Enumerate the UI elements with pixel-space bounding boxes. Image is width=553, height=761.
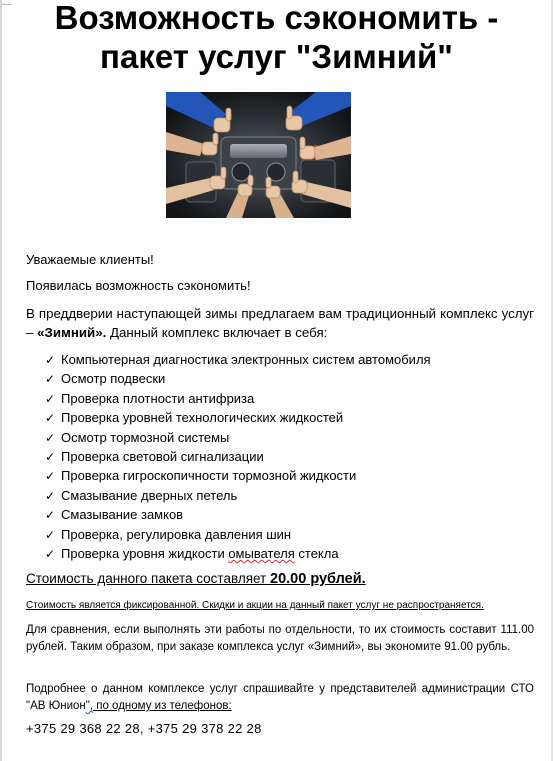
- service-label-prefix: Проверка уровня жидкости: [61, 545, 229, 561]
- page-title: [0, 0, 553, 76]
- checkmark-icon: ✓: [45, 411, 56, 426]
- title-line-1: Возможность сэкономить -: [54, 0, 499, 36]
- checkmark-icon: ✓: [45, 469, 56, 484]
- opportunity-prefix: Появилась возможность: [26, 278, 178, 293]
- engine-photo: [166, 92, 351, 218]
- contact-prefix: Подробнее о данном комплексе услуг спрашивайте у представителей администрации СТО "АВ Юнион: [26, 683, 534, 712]
- price-amount: 20.00 рублей.: [270, 571, 366, 587]
- opportunity-line: [26, 277, 534, 295]
- package-name: «Зимний».: [37, 325, 107, 340]
- service-label: Проверка плотности антифриза: [61, 390, 255, 406]
- checkmark-icon: ✓: [45, 430, 56, 445]
- service-label: Проверка, регулировка давления шин: [61, 526, 292, 542]
- contact-suffix: по одному из телефонов:: [93, 700, 232, 712]
- mechanics-thumbs-up-image: [166, 92, 351, 218]
- list-item: [45, 428, 525, 447]
- grammar-marked-text: ",: [85, 700, 94, 712]
- spellcheck-marked-word: омывателя: [228, 545, 295, 561]
- greeting: Уважаемые клиенты!: [26, 252, 154, 267]
- package-price: [26, 571, 366, 587]
- opportunity-highlight: сэкономить: [177, 278, 247, 293]
- checkmark-icon: ✓: [45, 372, 56, 387]
- checkmark-icon: ✓: [45, 527, 56, 542]
- price-text: Стоимость данного пакета составляет: [26, 571, 270, 586]
- list-item: [45, 447, 525, 466]
- comparison-paragraph: Для сравнения, если выполнять эти работы по отдельности, то их стоимость составит 111.00 рублей. Таким образом, при заказе комплекса услуг «Зимний», вы экономите 91.00 рубль.: [26, 624, 534, 653]
- checkmark-icon: ✓: [45, 449, 56, 464]
- list-item: [45, 544, 525, 563]
- service-label: Смазывание дверных петель: [61, 487, 238, 503]
- intro-prefix: В преддверии наступающей зимы предлагаем вам традиционный комплекс услуг –: [26, 306, 534, 340]
- checkmark-icon: ✓: [45, 508, 56, 523]
- service-label: Смазывание замков: [61, 507, 184, 523]
- list-item: [45, 525, 525, 544]
- title-line-2: пакет услуг "Зимний": [100, 38, 453, 75]
- checkmark-icon: ✓: [45, 488, 56, 503]
- checkmark-icon: ✓: [45, 391, 56, 406]
- service-label: Осмотр подвески: [61, 371, 166, 387]
- service-label: Проверка гигроскопичности тормозной жидкости: [61, 468, 357, 484]
- service-label: Компьютерная диагностика электронных систем автомобиля: [61, 352, 431, 367]
- services-list: [45, 350, 525, 563]
- list-item: [45, 408, 525, 427]
- list-item: [45, 389, 525, 408]
- service-label-suffix: стекла: [294, 545, 339, 561]
- list-item: [45, 369, 525, 388]
- service-label: Проверка уровней технологических жидкостей: [61, 410, 344, 426]
- list-item: [45, 466, 525, 485]
- page-edge: [0, 0, 2, 761]
- contact-paragraph: [26, 681, 534, 715]
- list-item: [45, 505, 525, 524]
- service-label: Проверка световой сигнализации: [61, 448, 264, 464]
- intro-paragraph: [26, 304, 534, 342]
- checkmark-icon: ✓: [45, 353, 56, 367]
- fixed-price-note: Стоимость является фиксированной. Скидки и акции на данный пакет услуг не распространяется.: [26, 600, 484, 611]
- intro-suffix: Данный комплекс включает в себя:: [106, 325, 328, 340]
- list-item: [45, 350, 525, 369]
- opportunity-suffix: !: [246, 278, 251, 293]
- checkmark-icon: ✓: [45, 546, 56, 561]
- list-item: [45, 486, 525, 505]
- phone-numbers: +375 29 368 22 28, +375 29 378 22 28: [26, 721, 262, 736]
- service-label: Осмотр тормозной системы: [61, 429, 230, 445]
